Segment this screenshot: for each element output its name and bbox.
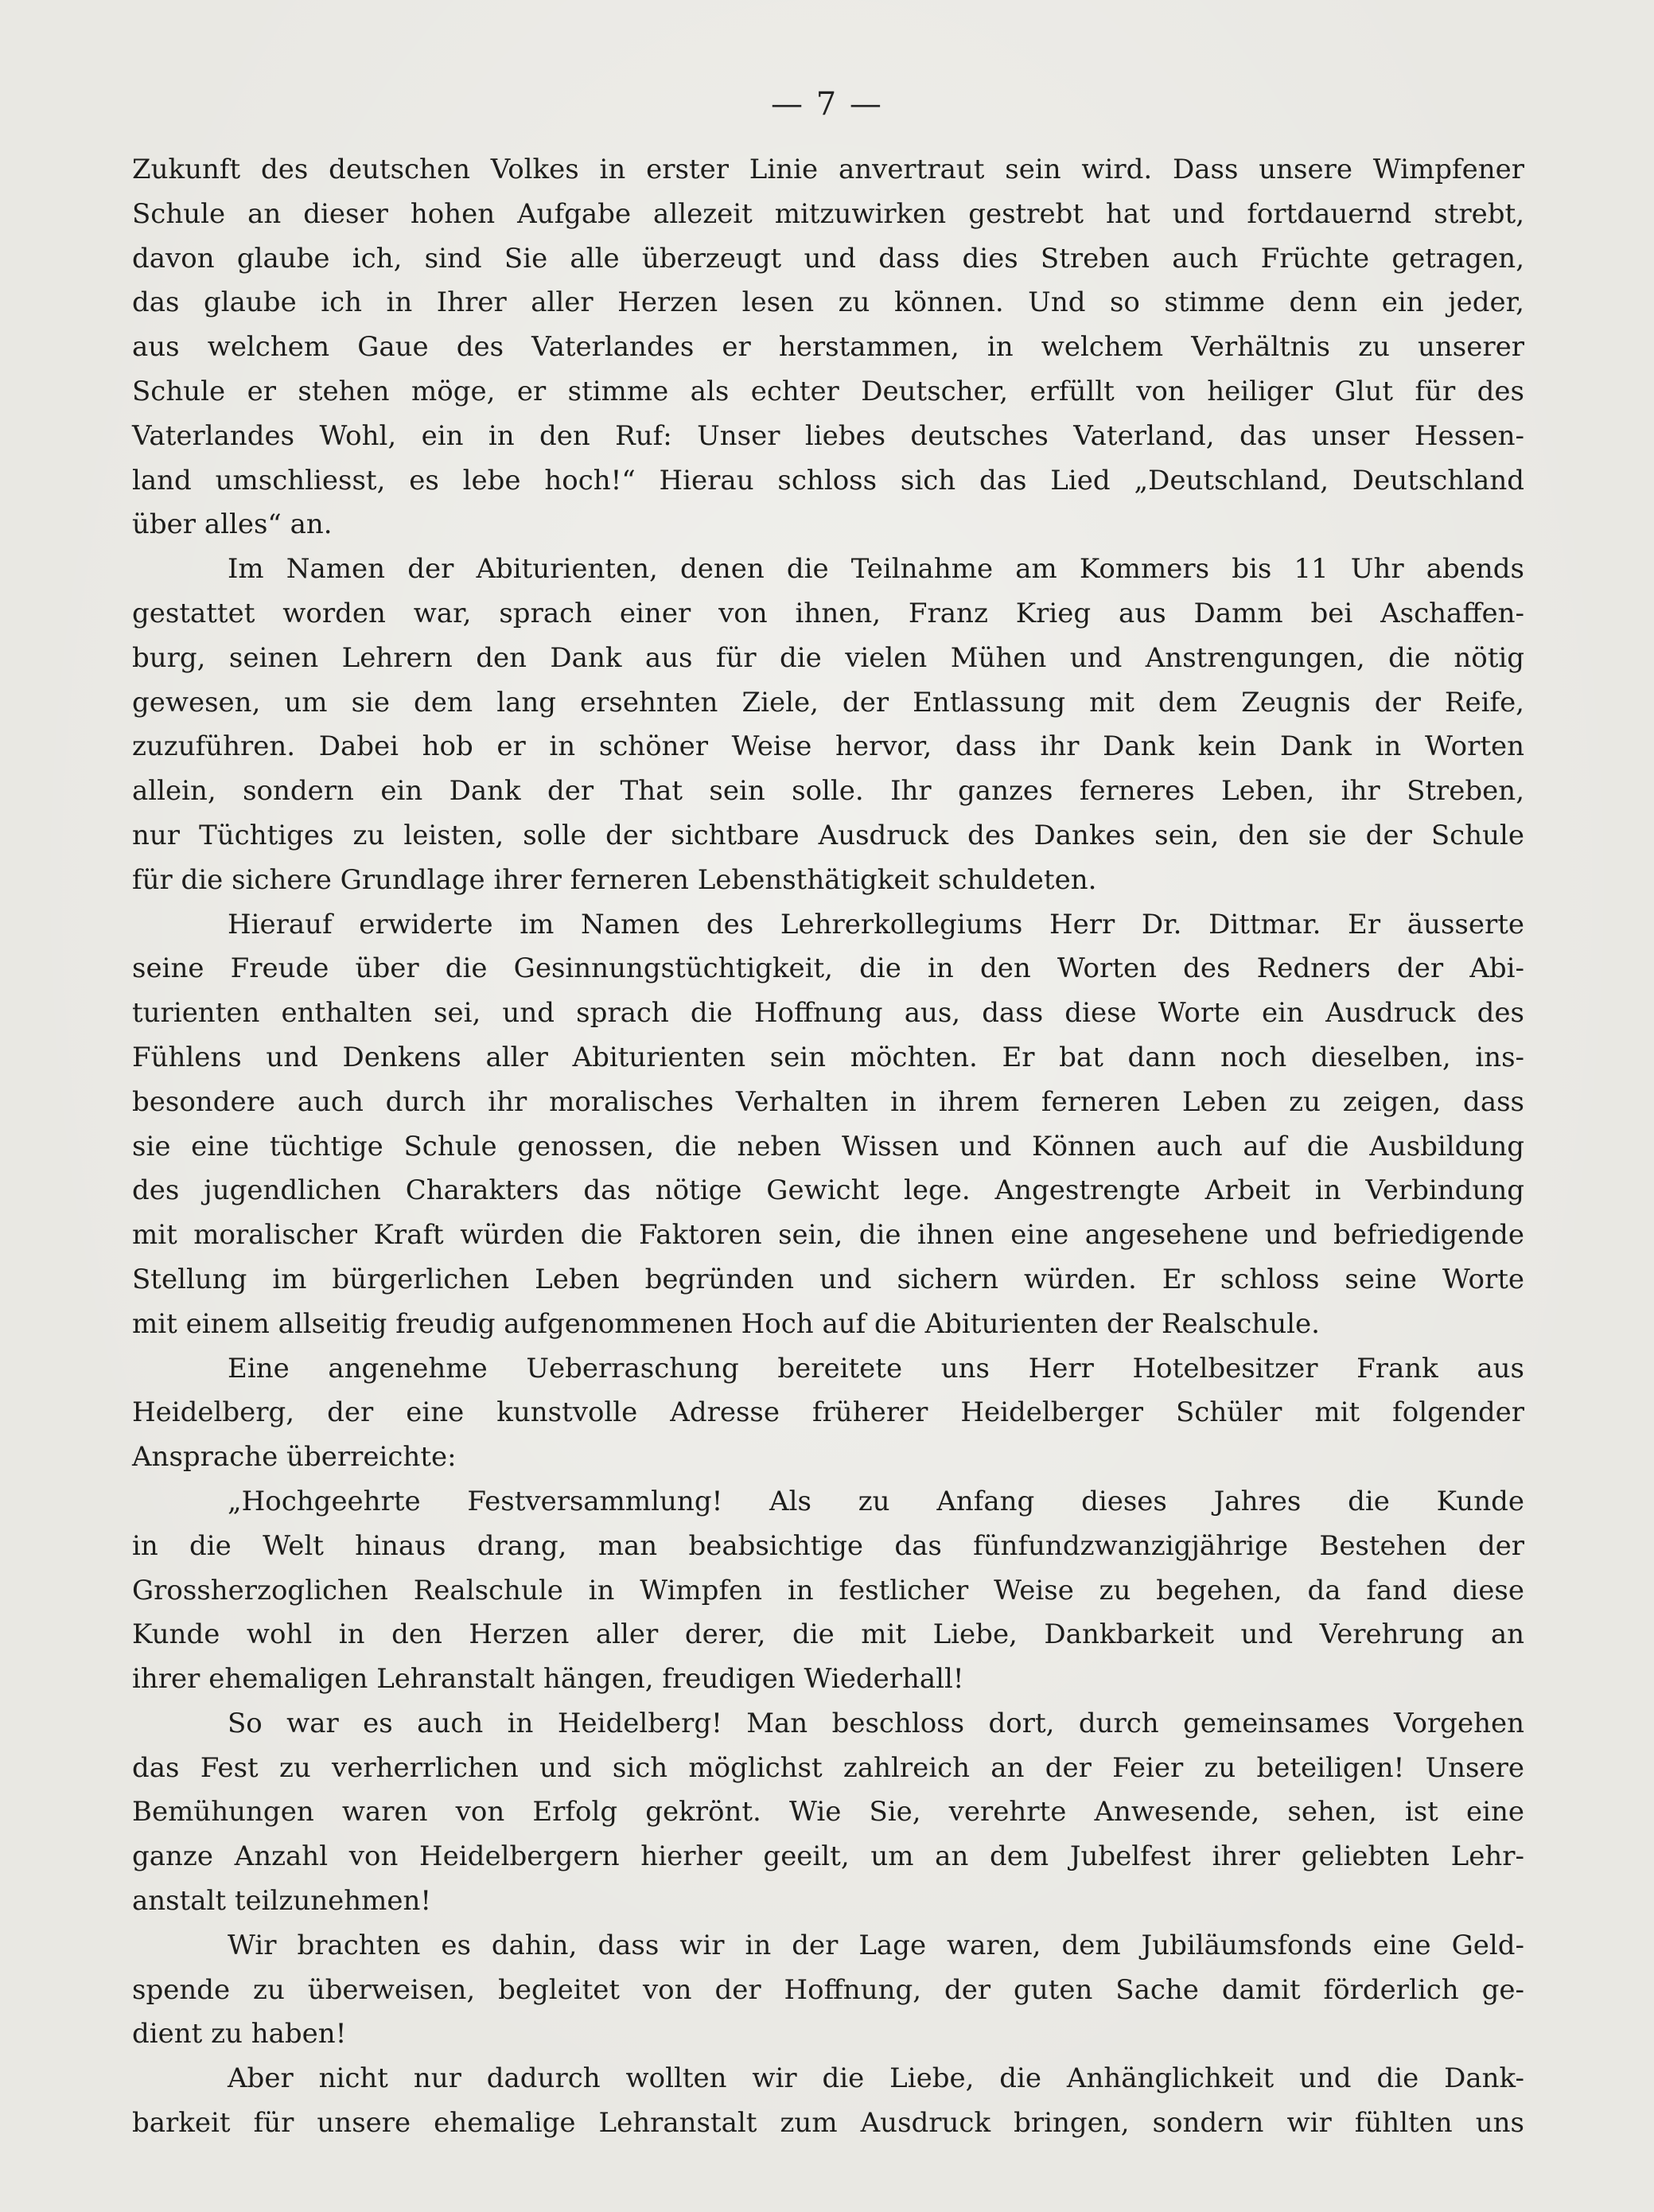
text-line: in die Welt hinaus drang, man beabsichtige das fünfundzwanzigjährige Bestehen der [132, 1529, 1524, 1562]
text-line: Schule er stehen möge, er stimme als echter Deutscher, erfüllt von heiliger Glut für des [132, 375, 1524, 407]
text-line: des jugendlichen Charakters das nötige Gewicht lege. Angestrengte Arbeit in Verbindung [132, 1174, 1524, 1207]
text-line: Grossherzoglichen Realschule in Wimpfen in festlicher Weise zu begehen, da fand diese [132, 1574, 1524, 1606]
text-line: aus welchem Gaue des Vaterlandes er herstammen, in welchem Verhältnis zu unserer [132, 331, 1524, 364]
text-line: gewesen, um sie dem lang ersehnten Ziele, der Entlassung mit dem Zeugnis der Reife, [132, 686, 1524, 719]
text-line: davon glaube ich, sind Sie alle überzeugt und dass dies Streben auch Früchte getragen, [132, 242, 1524, 275]
text-line: zuzuführen. Dabei hob er in schöner Weise hervor, dass ihr Dank kein Dank in Worten [132, 730, 1524, 763]
text-line: das Fest zu verherrlichen und sich möglichst zahlreich an der Feier zu beteiligen! Unsere [132, 1751, 1524, 1784]
text-line: seine Freude über die Gesinnungstüchtigkeit, die in den Worten des Redners der Abi- [132, 952, 1524, 985]
text-line: Zukunft des deutschen Volkes in erster Linie anvertraut sein wird. Dass unsere Wimpfener [132, 154, 1524, 185]
text-line: allein, sondern ein Dank der That sein solle. Ihr ganzes ferneres Leben, ihr Streben, [132, 775, 1524, 808]
text-line: Bemühungen waren von Erfolg gekrönt. Wie Sie, verehrte Anwesende, sehen, ist eine [132, 1796, 1524, 1828]
text-line: land umschliesst, es lebe hoch!“ Hierau schloss sich das Lied „Deutschland, Deutschland [132, 464, 1524, 497]
text-line: ihrer ehemaligen Lehranstalt hängen, freudigen Wiederhall! [132, 1663, 964, 1696]
text-line: für die sichere Grundlage ihrer ferneren Lebensthätigkeit schuldeten. [132, 863, 1097, 896]
page-number: — 7 — [771, 86, 883, 123]
text-line: ganze Anzahl von Heidelbergern hierher geeilt, um an dem Jubelfest ihrer geliebten Lehr- [132, 1840, 1524, 1873]
text-line: Vaterlandes Wohl, ein in den Ruf: Unser liebes deutsches Vaterland, das unser Hessen- [132, 419, 1524, 452]
text-line: Eine angenehme Ueberraschung bereitete uns Herr Hotelbesitzer Frank aus [228, 1352, 1524, 1384]
text-line: Im Namen der Abiturienten, denen die Teilnahme am Kommers bis 11 Uhr abends [228, 553, 1524, 586]
text-line: Kunde wohl in den Herzen aller derer, die mit Liebe, Dankbarkeit und Verehrung an [132, 1618, 1524, 1651]
text-line: Ansprache überreichte: [132, 1441, 457, 1474]
text-line: Schule an dieser hohen Aufgabe allezeit mitzuwirken gestrebt hat und fortdauernd strebt, [132, 197, 1524, 230]
text-line: gestattet worden war, sprach einer von ihnen, Franz Krieg aus Damm bei Aschaffen- [132, 597, 1524, 629]
text-line: spende zu überweisen, begleitet von der Hoffnung, der guten Sache damit förderlich ge- [132, 1973, 1524, 2006]
text-line: anstalt teilzunehmen! [132, 1885, 432, 1918]
body-text [132, 148, 1524, 2146]
text-line: besondere auch durch ihr moralisches Verhalten in ihrem ferneren Leben zu zeigen, dass [132, 1085, 1524, 1118]
text-line: burg, seinen Lehrern den Dank aus für die vielen Mühen und Anstrengungen, die nötig [132, 641, 1524, 674]
text-line: das glaube ich in Ihrer aller Herzen lesen zu können. Und so stimme denn ein jeder, [132, 286, 1524, 319]
text-line: über alles“ an. [132, 508, 333, 541]
text-line: „Hochgeehrte Festversammlung! Als zu Anfang dieses Jahres die Kunde [228, 1485, 1524, 1517]
text-line: So war es auch in Heidelberg! Man beschloss dort, durch gemeinsames Vorgehen [228, 1707, 1524, 1739]
text-line: Wir brachten es dahin, dass wir in der Lage waren, dem Jubiläumsfonds eine Geld- [228, 1929, 1524, 1961]
text-line: barkeit für unsere ehemalige Lehranstalt zum Ausdruck bringen, sondern wir fühlten uns [132, 2107, 1524, 2140]
text-line: Heidelberg, der eine kunstvolle Adresse früherer Heidelberger Schüler mit folgender [132, 1396, 1524, 1429]
text-line: dient zu haben! [132, 2018, 347, 2050]
text-line: Fühlens und Denkens aller Abiturienten sein möchten. Er bat dann noch dieselben, ins- [132, 1041, 1524, 1073]
text-line: mit moralischer Kraft würden die Faktoren sein, die ihnen eine angesehene und befriedigende [132, 1219, 1524, 1252]
text-line: mit einem allseitig freudig aufgenommenen Hoch auf die Abiturienten der Realschule. [132, 1307, 1320, 1340]
text-line: Aber nicht nur dadurch wollten wir die Liebe, die Anhänglichkeit und die Dank- [228, 2062, 1524, 2095]
text-line: turienten enthalten sei, und sprach die Hoffnung aus, dass diese Worte ein Ausdruck des [132, 997, 1524, 1030]
text-line: nur Tüchtiges zu leisten, solle der sichtbare Ausdruck des Dankes sein, den sie der Schule [132, 819, 1524, 851]
text-line: sie eine tüchtige Schule genossen, die neben Wissen und Können auch auf die Ausbildung [132, 1130, 1524, 1162]
text-line: Hierauf erwiderte im Namen des Lehrerkollegiums Herr Dr. Dittmar. Er äusserte [228, 908, 1524, 940]
text-line: Stellung im bürgerlichen Leben begründen und sichern würden. Er schloss seine Worte [132, 1263, 1524, 1295]
